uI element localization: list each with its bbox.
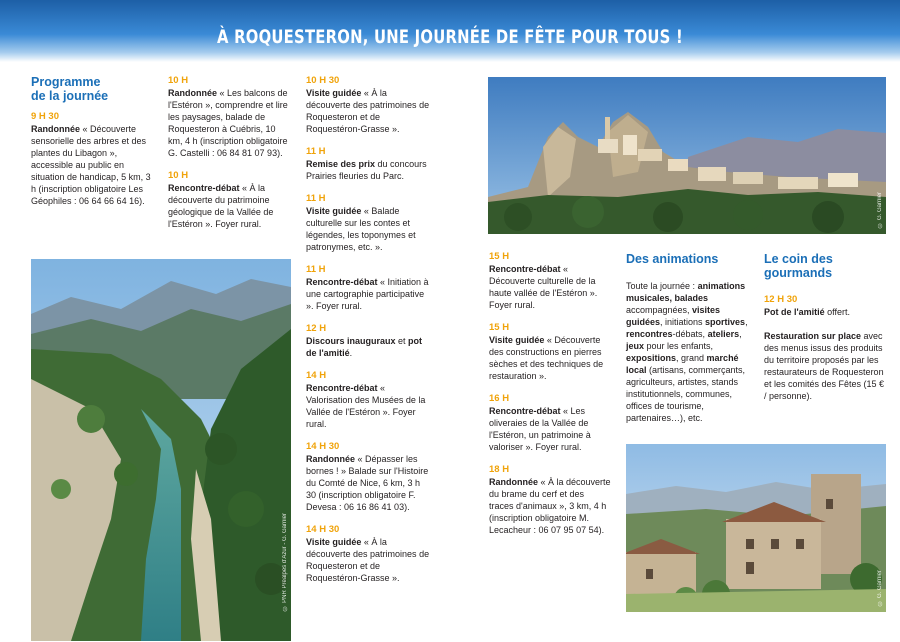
event-title: Remise des prix bbox=[306, 159, 376, 169]
event-text: « Découverte culturelle de la haute vallée de l'Estéron ». Foyer rural. bbox=[489, 264, 598, 310]
event-title: Visite guidée bbox=[306, 88, 362, 98]
village-photo bbox=[488, 77, 886, 234]
event-title: Randonnée bbox=[306, 454, 356, 464]
event-text: « Découverte sensorielle des arbres et des plantes du Libagon », accessible au public en situation de handicap, 5 km, 3 h (inscription obligatoire Les Géophiles : 06 64 66 64 16). bbox=[31, 124, 151, 206]
event-item bbox=[489, 251, 611, 311]
event-item bbox=[489, 322, 611, 382]
event-item bbox=[306, 193, 430, 253]
event-item bbox=[489, 393, 611, 453]
event-text: « Initiation à une cartographie participative ». Foyer rural. bbox=[306, 277, 429, 311]
event-title-2: pot de l'amitié bbox=[306, 336, 423, 358]
event-text: « Les balcons de l'Estéron », comprendre et lire les paysages, balade de Roquesteron à Cuébris, 10 km, 4 h (inscription obligatoire G. Castelli : 06 84 81 07 93). bbox=[168, 88, 288, 158]
event-title: Rencontre-débat bbox=[306, 383, 378, 393]
event-title: Rencontre-débat bbox=[489, 264, 561, 274]
event-title: Discours inauguraux bbox=[306, 336, 396, 346]
event-item bbox=[306, 146, 430, 182]
event-time: 12 H bbox=[306, 323, 327, 334]
event-text: du concours Prairies fleuries du Parc. bbox=[306, 159, 427, 181]
page-title: À ROQUESTERON, UNE JOURNÉE DE FÊTE POUR TOUS ! bbox=[216, 26, 683, 48]
animations-text: Toute la journée : animations musicales, balades accompagnées, visites guidées, initiations sportives, rencontres-débats, ateliers, jeux pour les enfants, expositions, grand marché local (artisans, commerçants, agriculteurs, artistes, stands institutionnels, communes, offices de tourisme, partenaires…), etc. bbox=[626, 281, 748, 423]
event-time: 10 H bbox=[168, 75, 189, 86]
event-text: « À la découverte des patrimoines de Roquesteron et de Roquestéron-Grasse ». bbox=[306, 537, 430, 583]
event-text: « Découverte des constructions en pierres sèches et des techniques de restauration ». bbox=[489, 335, 604, 381]
gourmands-time: 12 H 30 bbox=[764, 294, 798, 305]
gorge-photo bbox=[31, 259, 291, 641]
event-time: 15 H bbox=[489, 322, 510, 333]
chateau-photo bbox=[626, 444, 886, 612]
event-item bbox=[306, 370, 430, 430]
event-time: 14 H 30 bbox=[306, 524, 340, 535]
event-text: « Dépasser les bornes ! » Balade sur l'Histoire du Comté de Nice, 6 km, 3 h 30 (inscription obligatoire F. Devesa : 06 16 86 41 03). bbox=[306, 454, 429, 512]
event-time: 11 H bbox=[306, 193, 326, 204]
event-title: Randonnée bbox=[489, 477, 539, 487]
event-item bbox=[306, 323, 430, 359]
event-text: « À la découverte du brame du cerf et des traces d'animaux », 3 km, 4 h (inscription obligatoire M. Lecacheur : 06 07 95 07 54). bbox=[489, 477, 611, 535]
event-item bbox=[306, 441, 430, 513]
photo-credit: © G. Garnier bbox=[877, 570, 883, 606]
event-title: Visite guidée bbox=[489, 335, 545, 345]
event-item bbox=[306, 264, 430, 312]
event-title: Rencontre-débat bbox=[306, 277, 378, 287]
event-text: « Balade culturelle sur les contes et légendes, les toponymes et patronymes, etc. ». bbox=[306, 206, 416, 252]
gourmands-section bbox=[764, 252, 888, 402]
event-time: 15 H bbox=[489, 251, 510, 262]
event-text-2: . bbox=[349, 348, 353, 358]
gourmands-heading: Le coin des gourmands bbox=[764, 252, 833, 280]
title-banner bbox=[0, 0, 900, 62]
event-time: 14 H 30 bbox=[306, 441, 340, 452]
event-text: « Les oliveraies de la Vallée de l'Estéron, un patrimoine à valoriser ». Foyer rural. bbox=[489, 406, 591, 452]
program-heading-line2: de la journée bbox=[31, 89, 109, 103]
event-title: Visite guidée bbox=[306, 206, 362, 216]
event-title: Rencontre-débat bbox=[168, 183, 240, 193]
event-time: 10 H 30 bbox=[306, 75, 340, 86]
photo-credit: © PNR Préalpes d'Azur - G. Garnier bbox=[282, 513, 288, 611]
pot-text: Pot de l'amitié offert. bbox=[764, 307, 851, 317]
event-time: 11 H bbox=[306, 264, 326, 275]
event-item bbox=[306, 75, 430, 135]
event-item bbox=[31, 111, 156, 207]
event-text: « À la découverte des patrimoines de Roquesteron et de Roquestéron-Grasse ». bbox=[306, 88, 430, 134]
event-item bbox=[306, 524, 430, 584]
event-item bbox=[168, 170, 290, 230]
event-time: 11 H bbox=[306, 146, 326, 157]
event-text: « Valorisation des Musées de la Vallée de l'Estéron ». Foyer rural. bbox=[306, 383, 426, 429]
animations-section bbox=[626, 252, 748, 424]
event-time: 14 H bbox=[306, 370, 327, 381]
event-text: et bbox=[395, 336, 409, 346]
event-time: 18 H bbox=[489, 464, 510, 475]
event-item bbox=[489, 464, 611, 536]
program-column-3 bbox=[306, 75, 430, 595]
event-time: 10 H bbox=[168, 170, 189, 181]
restauration-text: Restauration sur place avec des menus issus des produits du territoire proposés par les restaurateurs de Roquesteron et les comités des Fêtes (15 € / personne). bbox=[764, 331, 885, 401]
program-column-4 bbox=[489, 251, 611, 547]
event-time: 16 H bbox=[489, 393, 510, 404]
event-title: Randonnée bbox=[168, 88, 218, 98]
event-title: Visite guidée bbox=[306, 537, 362, 547]
event-time: 9 H 30 bbox=[31, 111, 59, 122]
event-title: Rencontre-débat bbox=[489, 406, 561, 416]
photo-credit: © G. Garnier bbox=[877, 192, 883, 228]
program-column-2 bbox=[168, 75, 290, 241]
program-column-1 bbox=[31, 75, 156, 218]
event-title: Randonnée bbox=[31, 124, 81, 134]
program-heading-line1: Programme bbox=[31, 75, 101, 89]
animations-heading: Des animations bbox=[626, 252, 719, 266]
event-text: « À la découverte du patrimoine géologique de la Vallée de l'Estéron ». Foyer rural. bbox=[168, 183, 274, 229]
event-item bbox=[168, 75, 290, 159]
